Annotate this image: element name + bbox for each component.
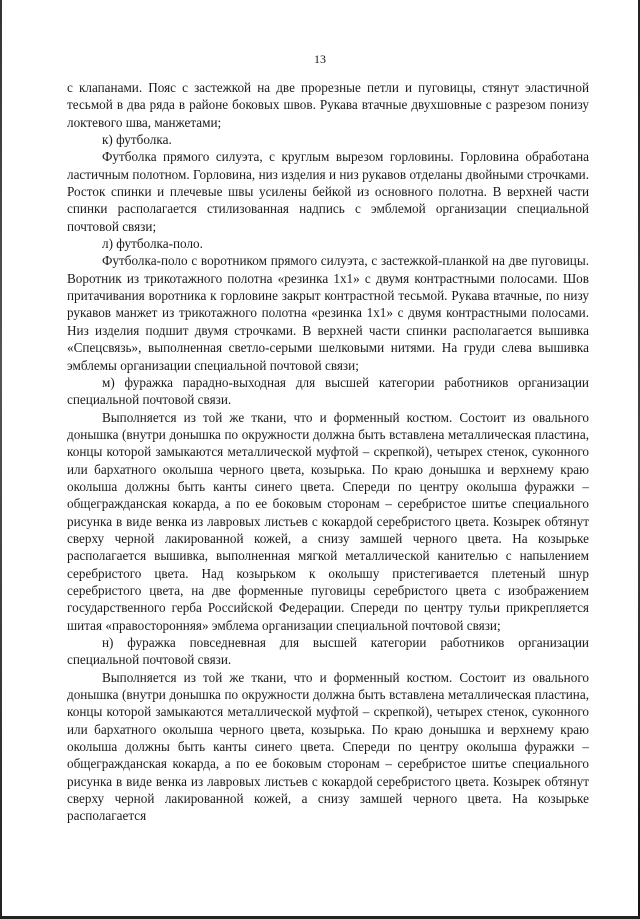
paragraph-tshirt: Футболка прямого силуэта, с круглым вырезом горловины. Горловина обработана ластичным полотном. Горловина, низ изделия и низ рукавов отделаны двойными строчками. Росток спинки и плечевые швы усилены бейкой из основного полотна. В верхней части спинки располагается стилизованная надпись с эмблемой организации специальной почтовой связи; bbox=[67, 149, 589, 234]
paragraph-continuation: с клапанами. Пояс с застежкой на две прорезные петли и пуговицы, стянут эластичной тесьмой в два ряда в районе боковых швов. Рукава втачные двухшовные с разрезом понизу локтевого шва, манжетами; bbox=[67, 80, 589, 130]
list-item-l: л) футболка-поло. bbox=[102, 236, 203, 252]
scan-edge-left bbox=[0, 0, 2, 919]
page-number: 13 bbox=[314, 52, 326, 66]
list-item-n: н) фуражка повседневная для высшей категории работников организации специальной почтовой связи. bbox=[67, 635, 589, 668]
list-item-k: к) футболка. bbox=[102, 132, 172, 148]
paragraph-dress-cap: Выполняется из той же ткани, что и форменный костюм. Состоит из овального донышка (внутри донышка по окружности должна быть вставлена металлическая пластина, концы которой замыкаются металлической муфтой – скрепкой), четырех стенок, суконного или бархатного околыша черного цвета, козырька. По краю донышка и верхнему краю околыша должны быть канты синего цвета. Спереди по центру околыша фуражки – общегражданская кокарда, а по ее боковым сторонам – серебристое шитье специального рисунка в виде венка из лавровых листьев с кокардой серебристого цвета. Козырек обтянут сверху черной лакированной кожей, а снизу замшей черного цвета. На козырьке располагается вышивка, выполненная мягкой металлической канителью с напылением серебристого цвета. Над козырьком к околышу пристегивается плетеный шнур серебристого цвета, на две форменные пуговицы серебристого цвета с изображением государственного герба Российской Федерации. Спереди по центру тульи прикрепляется шитая «правосторонняя» эмблема организации специальной почтовой связи; bbox=[67, 409, 589, 633]
paragraph-everyday-cap: Выполняется из той же ткани, что и форменный костюм. Состоит из овального донышка (внутри донышка по окружности должна быть вставлена металлическая пластина, концы которой замыкаются металлической муфтой – скрепкой), четырех стенок, суконного или бархатного околыша черного цвета, козырька. По краю донышка и верхнему краю околыша должны быть канты синего цвета. Спереди по центру околыша фуражки – общегражданская кокарда, а по ее боковым сторонам – серебристое шитье специального рисунка в виде венка из лавровых листьев с кокардой серебристого цвета. Козырек обтянут сверху черной лакированной кожей, а снизу замшей черного цвета. На козырьке располагается bbox=[67, 669, 589, 824]
list-item-m: м) фуражка парадно-выходная для высшей категории работников организации специальной почтовой связи. bbox=[67, 374, 589, 408]
document-body bbox=[67, 79, 589, 825]
paragraph-polo: Футболка-поло с воротником прямого силуэта, с застежкой-планкой на две пуговицы. Воротник из трикотажного полотна «резинка 1х1» с двумя контрастными полосами. Шов притачивания воротника к горловине закрыт контрастной тесьмой. Рукава втачные, по низу рукавов манжет из трикотажного полотна «резинка 1х1» с двумя контрастными полосами. Низ изделия подшит двумя строчками. В верхней части спинки располагается вышивка «Спецсвязь», выполненная светло-серыми шелковыми нитями. На груди слева вышивка эмблемы организации специальной почтовой связи; bbox=[67, 253, 589, 373]
